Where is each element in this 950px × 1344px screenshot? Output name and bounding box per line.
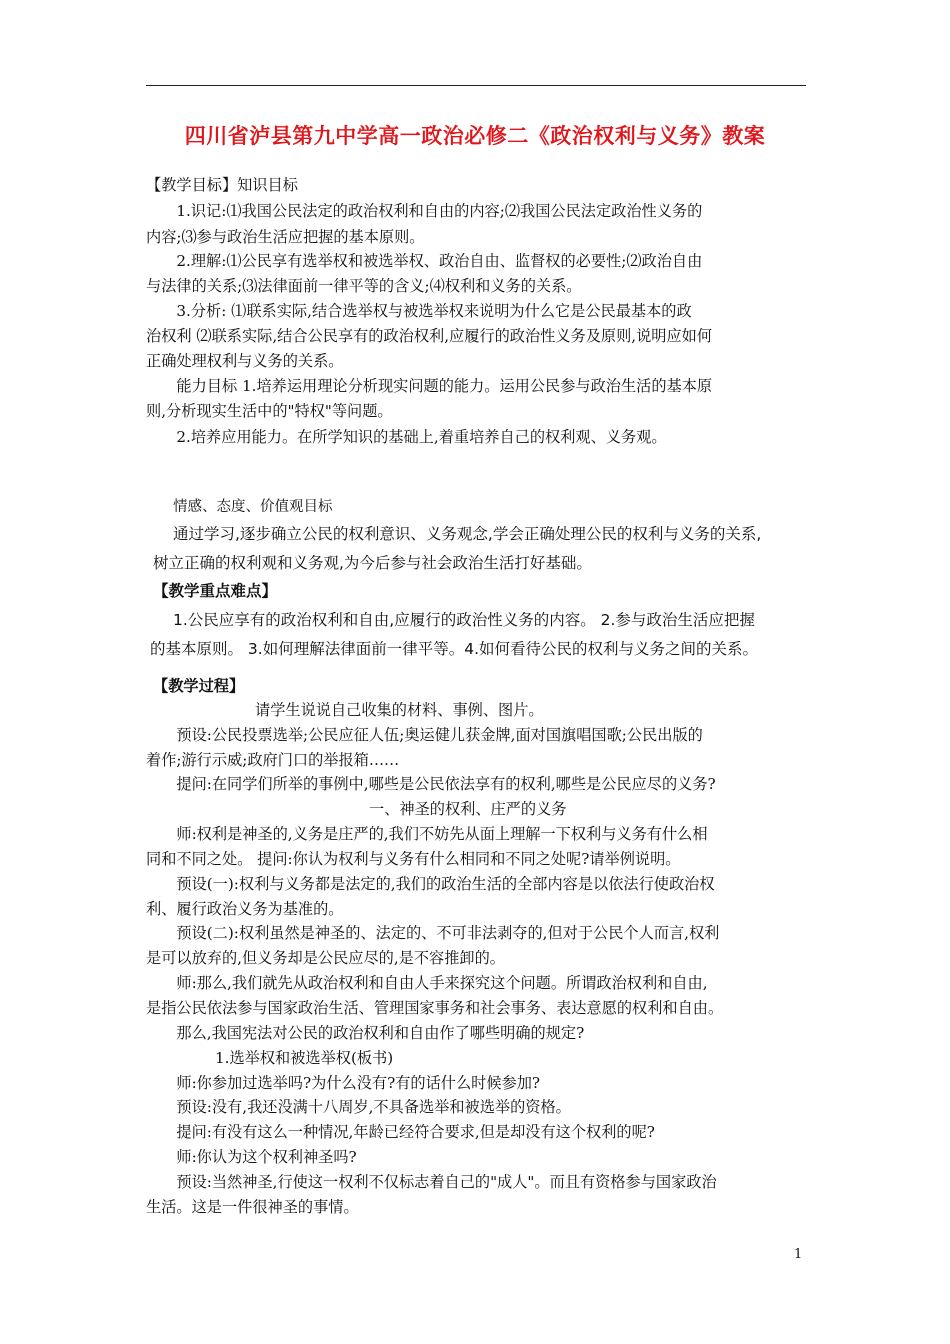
paragraph-line: 请学生说说自己收集的材料、事例、图片。 [255, 701, 544, 719]
paragraph-line: 2.理解:⑴公民享有选举权和被选举权、政治自由、监督权的必要性;⑵政治自由 [146, 252, 703, 270]
paragraph-line: 正确处理权利与义务的关系。 [146, 352, 344, 370]
paragraph-line: 是指公民依法参与国家政治生活、管理国家事务和社会事务、表达意愿的权利和自由。 [146, 999, 724, 1017]
paragraph-line: 1.识记:⑴我国公民法定的政治权利和自由的内容;⑵我国公民法定政治性义务的 [146, 202, 703, 220]
paragraph-line: 预设(一):权利与义务都是法定的,我们的政治生活的全部内容是以依法行使政治权 [146, 875, 715, 893]
paragraph-line: 的基本原则。 3.如何理解法律面前一律平等。4.如何看待公民的权利与义务之间的关系。 [150, 640, 759, 658]
subsection-heading: 1.选举权和被选举权(板书) [215, 1049, 394, 1067]
paragraph-line: 师:权利是神圣的,义务是庄严的,我们不妨先从面上理解一下权利与义务有什么相 [146, 825, 708, 843]
paragraph-line: 与法律的关系;⑶法律面前一律平等的含义;⑷权利和义务的关系。 [146, 277, 582, 295]
paragraph-line: 提问:有没有这么一种情况,年龄已经符合要求,但是却没有这个权利的呢? [146, 1123, 655, 1141]
paragraph-line: 1.公民应享有的政治权利和自由,应履行的政治性义务的内容。 2.参与政治生活应把握 [173, 611, 755, 629]
paragraph-line: 内容;⑶参与政治生活应把握的基本原则。 [146, 228, 425, 246]
paragraph-line: 利、履行政治义务为基准的。 [146, 900, 344, 918]
section-heading-process: 【教学过程】 [153, 677, 245, 695]
paragraph-line: 是可以放弃的,但义务却是公民应尽的,是不容推卸的。 [146, 949, 505, 967]
paragraph-line: 预设:没有,我还没满十八周岁,不具备选举和被选举的资格。 [146, 1098, 571, 1116]
paragraph-line: 同和不同之处。 提问:你认为权利与义务有什么相同和不同之处呢?请举例说明。 [146, 850, 681, 868]
paragraph-line: 师:你认为这个权利神圣吗? [146, 1148, 357, 1166]
paragraph-line: 则,分析现实生活中的"特权"等问题。 [146, 402, 393, 420]
paragraph-line: 生活。这是一件很神圣的事情。 [146, 1198, 359, 1216]
paragraph-line: 那么,我国宪法对公民的政治权利和自由作了哪些明确的规定? [146, 1024, 585, 1042]
paragraph-line: 3.分析: ⑴联系实际,结合选举权与被选举权来说明为什么它是公民最基本的政 [146, 302, 692, 320]
paragraph-line: 2.培养应用能力。在所学知识的基础上,着重培养自己的权利观、义务观。 [146, 428, 667, 446]
section-heading-values: 情感、态度、价值观目标 [173, 499, 333, 515]
section-heading-keypoints: 【教学重点难点】 [153, 582, 278, 600]
page-number: 1 [794, 1247, 803, 1262]
document-title: 四川省泸县第九中学高一政治必修二《政治权利与义务》教案 [184, 123, 766, 148]
paragraph-line: 着作;游行示威;政府门口的举报箱…… [146, 751, 400, 769]
paragraph-line: 预设:当然神圣,行使这一权利不仅标志着自己的"成人"。而且有资格参与国家政治 [146, 1173, 717, 1191]
paragraph-line: 提问:在同学们所举的事例中,哪些是公民依法享有的权利,哪些是公民应尽的义务? [146, 775, 716, 793]
paragraph-line: 通过学习,逐步确立公民的权利意识、义务观念,学会正确处理公民的权利与义务的关系, [173, 525, 762, 543]
paragraph-line: 治权利 ⑵联系实际,结合公民享有的政治权利,应履行的政治性义务及原则,说明应如何 [146, 327, 713, 345]
paragraph-line: 预设(二):权利虽然是神圣的、法定的、不可非法剥夺的,但对于公民个人而言,权利 [146, 924, 720, 942]
paragraph-line: 师:你参加过选举吗?为什么没有?有的话什么时候参加? [146, 1074, 541, 1092]
section-heading-goals: 【教学目标】知识目标 [146, 176, 298, 194]
paragraph-line: 预设:公民投票选举;公民应征人伍;奥运健儿获金牌,面对国旗唱国歌;公民出版的 [146, 726, 703, 744]
header-rule [146, 85, 806, 86]
paragraph-line: 树立正确的权利观和义务观,为今后参与社会政治生活打好基础。 [153, 554, 592, 572]
paragraph-line: 师:那么,我们就先从政治权利和自由人手来探究这个问题。所谓政治权利和自由, [146, 974, 708, 992]
paragraph-line: 能力目标 1.培养运用理论分析现实问题的能力。运用公民参与政治生活的基本原 [146, 377, 713, 395]
subsection-heading: 一、神圣的权利、庄严的义务 [369, 800, 567, 818]
